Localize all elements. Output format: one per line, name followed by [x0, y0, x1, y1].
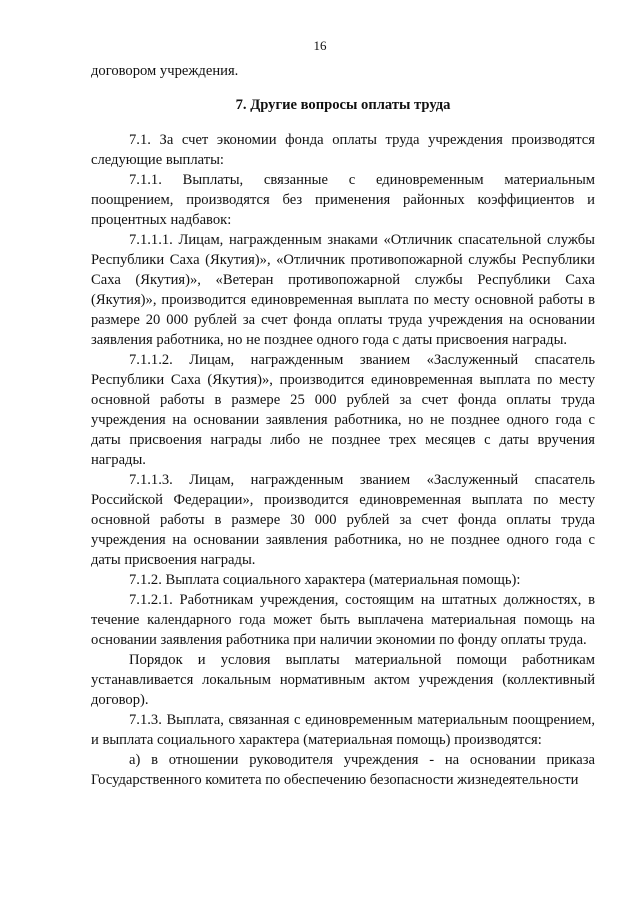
section-title: 7. Другие вопросы оплаты труда	[235, 97, 451, 113]
page-number: 16	[313, 38, 327, 53]
paragraph-procedure: Порядок и условия выплаты материальной помощи работникам устанавливается локальным нормативным актом учреждения (коллективный договор).	[91, 652, 595, 708]
document-body	[91, 61, 595, 790]
paragraph-7-1-1: 7.1.1. Выплаты, связанные с единовременным материальным поощрением, производятся без применения районных коэффициентов и процентных надбавок:	[91, 172, 595, 228]
paragraph-item-a: а) в отношении руководителя учреждения - на основании приказа Государственного комитета по обеспечению безопасности жизнедеятельности	[91, 752, 595, 788]
paragraph-7-1-3: 7.1.3. Выплата, связанная с единовременным материальным поощрением, и выплата социального характера (материальная помощь) производятся:	[91, 712, 595, 748]
paragraph-7-1-1-3: 7.1.1.3. Лицам, награжденным званием «Заслуженный спасатель Российской Федерации», производится единовременная выплата по месту основной работы в размере 30 000 рублей за счет фонда оплаты труда учреждения на основании заявления работника, но не позднее одного года с даты присвоения награды.	[91, 472, 595, 568]
continuation-line: договором учреждения.	[91, 63, 239, 79]
paragraph-7-1-2: 7.1.2. Выплата социального характера (материальная помощь):	[129, 572, 521, 588]
paragraph-7-1-1-1: 7.1.1.1. Лицам, награжденным знаками «Отличник спасательной службы Республики Саха (Якутия)», «Отличник противопожарной службы Республики Саха (Якутия)», «Ветеран противопожарной службы Республики Саха (Якутия)», производится единовременная выплата по месту основной работы в размере 20 000 рублей за счет фонда оплаты труда учреждения на основании заявления работника, но не позднее одного года с даты присвоения награды.	[91, 232, 595, 348]
paragraph-7-1-2-1: 7.1.2.1. Работникам учреждения, состоящим на штатных должностях, в течение календарного года может быть выплачена материальная помощь на основании заявления работника при наличии экономии по фонду оплаты труда.	[91, 592, 595, 648]
paragraph-7-1-1-2: 7.1.1.2. Лицам, награжденным званием «Заслуженный спасатель Республики Саха (Якутия)», производится единовременная выплата по месту основной работы в размере 25 000 рублей за счет фонда оплаты труда учреждения на основании заявления работника, но не позднее одного года с даты присвоения награды либо не позднее трех месяцев с даты вручения награды.	[91, 352, 595, 468]
paragraph-7-1: 7.1. За счет экономии фонда оплаты труда учреждения производятся следующие выплаты:	[91, 132, 595, 168]
